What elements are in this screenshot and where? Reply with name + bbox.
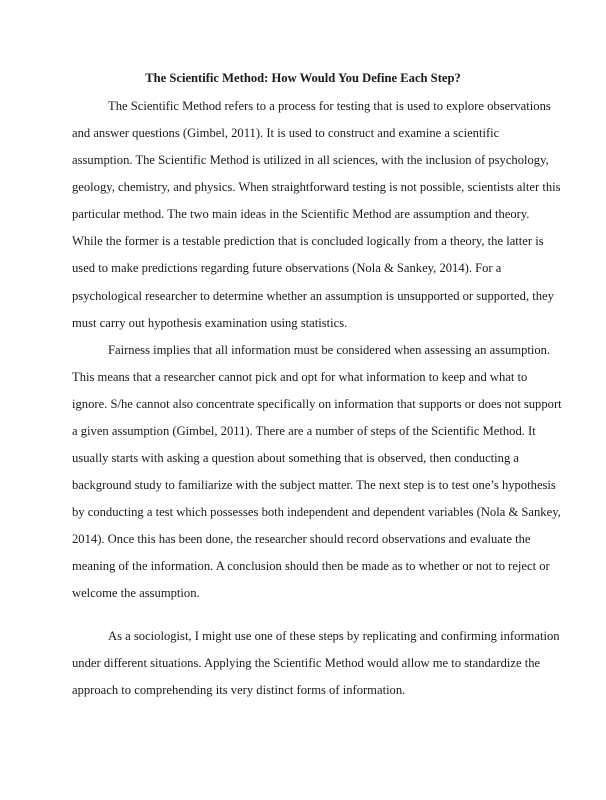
paragraph-line: under different situations. Applying the Scientific Method would allow me to standardize the bbox=[72, 656, 541, 670]
paragraph-line: geology, chemistry, and physics. When straightforward testing is not possible, scientists alter this bbox=[72, 180, 561, 194]
paragraph-line: used to make predictions regarding future observations (Nola & Sankey, 2014). For a bbox=[72, 261, 502, 275]
paragraph-line: by conducting a test which possesses both independent and dependent variables (Nola & Sankey, bbox=[72, 505, 561, 519]
document-title: The Scientific Method: How Would You Define Each Step? bbox=[145, 71, 461, 85]
paragraph-line: The Scientific Method refers to a process for testing that is used to explore observations bbox=[108, 99, 551, 113]
paragraph-line: background study to familiarize with the subject matter. The next step is to test one’s hypothesis bbox=[72, 478, 556, 492]
paragraph-line: meaning of the information. A conclusion should then be made as to whether or not to reject or bbox=[72, 559, 550, 573]
paragraph-line: As a sociologist, I might use one of these steps by replicating and confirming information bbox=[108, 629, 560, 643]
paragraph-line: ignore. S/he cannot also concentrate specifically on information that supports or does not support bbox=[72, 397, 562, 411]
paragraph-line: 2014). Once this has been done, the researcher should record observations and evaluate the bbox=[72, 532, 531, 546]
paragraph-line: and answer questions (Gimbel, 2011). It is used to construct and examine a scientific bbox=[72, 126, 500, 140]
paragraph-line: psychological researcher to determine whether an assumption is unsupported or supported, they bbox=[72, 289, 554, 303]
paragraph-line: particular method. The two main ideas in the Scientific Method are assumption and theory. bbox=[72, 207, 530, 221]
paragraph-line: approach to comprehending its very distinct forms of information. bbox=[72, 683, 406, 697]
paragraph-line: a given assumption (Gimbel, 2011). There are a number of steps of the Scientific Method. It bbox=[72, 424, 536, 438]
paragraph-line: usually starts with asking a question about something that is observed, then conducting a bbox=[72, 451, 520, 465]
paragraph-line: Fairness implies that all information must be considered when assessing an assumption. bbox=[108, 343, 551, 357]
paragraph-line: While the former is a testable prediction that is concluded logically from a theory, the latter is bbox=[72, 234, 544, 248]
paragraph-line: welcome the assumption. bbox=[72, 586, 200, 600]
paragraph-line: assumption. The Scientific Method is utilized in all sciences, with the inclusion of psychology, bbox=[72, 153, 549, 167]
paragraph-line: This means that a researcher cannot pick and opt for what information to keep and what to bbox=[72, 370, 528, 384]
paragraph-line: must carry out hypothesis examination using statistics. bbox=[72, 316, 348, 330]
